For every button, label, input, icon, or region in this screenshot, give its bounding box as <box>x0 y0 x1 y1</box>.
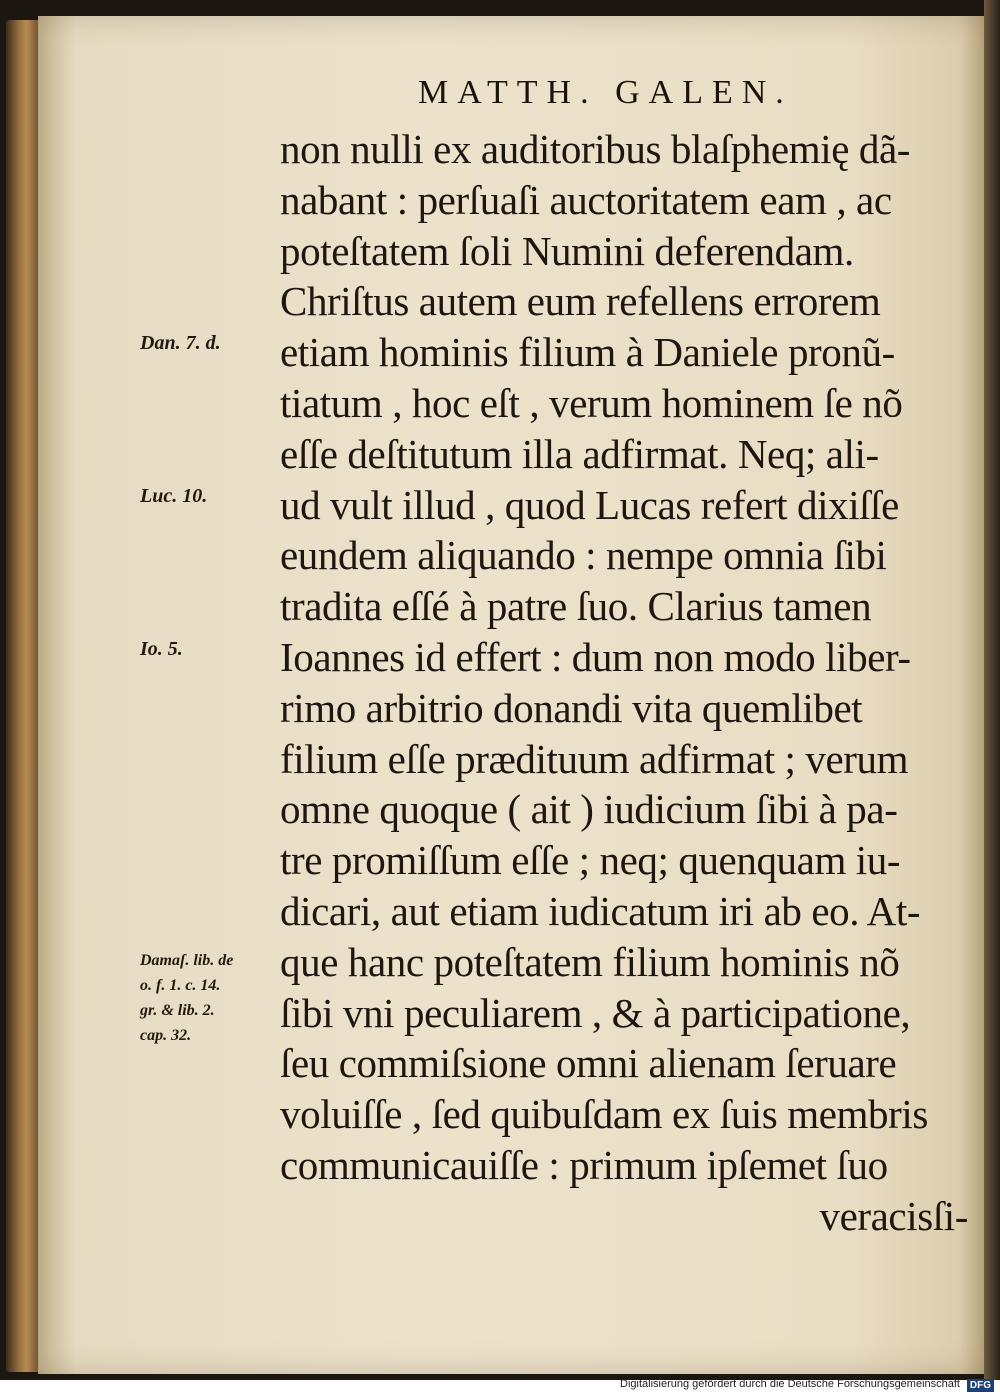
margin-note-damascenus-3: gr. & lib. 2. <box>140 1002 215 1019</box>
text-line: eundem aliquando : nempe omnia ſibi <box>280 532 887 579</box>
funding-credit: Digitalisierung gefördert durch die Deutsche Forschungsgemeinschaft <box>620 1378 960 1390</box>
text-line: Ioannes id effert : dum non modo liber- <box>280 633 911 680</box>
margin-note-damascenus-2: o. f. 1. c. 14. <box>140 977 221 994</box>
margin-note-damascenus-1: Damaſ. lib. de <box>140 952 234 969</box>
text-line: eſſe deſtitutum illa adfirmat. Neq; ali- <box>280 430 879 477</box>
text-line: ſibi vni peculiarem , & à participatione, <box>280 989 911 1036</box>
text-line: etiam hominis filium à Daniele pronũ- <box>280 329 895 376</box>
text-line: ud vult illud , quod Lucas refert dixiſſe <box>280 481 899 528</box>
catchword: veracisſi- <box>819 1192 968 1239</box>
book-fore-edge <box>6 20 40 1372</box>
text-line: tiatum , hoc eſt , verum hominem ſe nõ <box>280 379 903 426</box>
text-line: tradita eſſé à patre ſuo. Clarius tamen <box>280 583 872 630</box>
scan-right-edge <box>984 0 1000 1380</box>
text-line: Chriſtus autem eum refellens errorem <box>280 278 881 325</box>
margin-note-daniel: Dan. 7. d. <box>140 332 221 354</box>
running-head: MATTH. GALEN. <box>418 74 793 111</box>
text-line: tre promiſſum eſſe ; neq; quenquam iu- <box>280 837 901 884</box>
margin-note-luke: Luc. 10. <box>140 485 208 507</box>
text-line: nabant : perſuaſi auctoritatem eam , ac <box>280 176 892 223</box>
margin-note-damascenus-4: cap. 32. <box>140 1027 192 1044</box>
text-line: dicari, aut etiam iudicatum iri ab eo. At- <box>280 887 921 934</box>
text-line: non nulli ex auditoribus blaſphemię dã- <box>280 126 911 172</box>
margin-note-john: Io. 5. <box>140 638 183 660</box>
body-text <box>280 124 980 1242</box>
text-line: filium eſſe prædituum adfirmat ; verum <box>280 735 909 782</box>
text-line: ſeu commiſsione omni alienam ſeruare <box>280 1040 897 1087</box>
dfg-logo: DFG <box>967 1379 994 1392</box>
text-line: que hanc poteſtatem filium hominis nõ <box>280 938 900 985</box>
text-line: omne quoque ( ait ) iudicium ſibi à pa- <box>280 786 898 833</box>
text-line: voluiſſe , ſed quibuſdam ex ſuis membris <box>280 1091 928 1138</box>
text-line: rimo arbitrio donandi vita quemlibet <box>280 684 863 731</box>
text-line: poteſtatem ſoli Numini deferendam. <box>280 227 854 274</box>
text-line: communicauiſſe : primum ipſemet ſuo <box>280 1141 888 1188</box>
